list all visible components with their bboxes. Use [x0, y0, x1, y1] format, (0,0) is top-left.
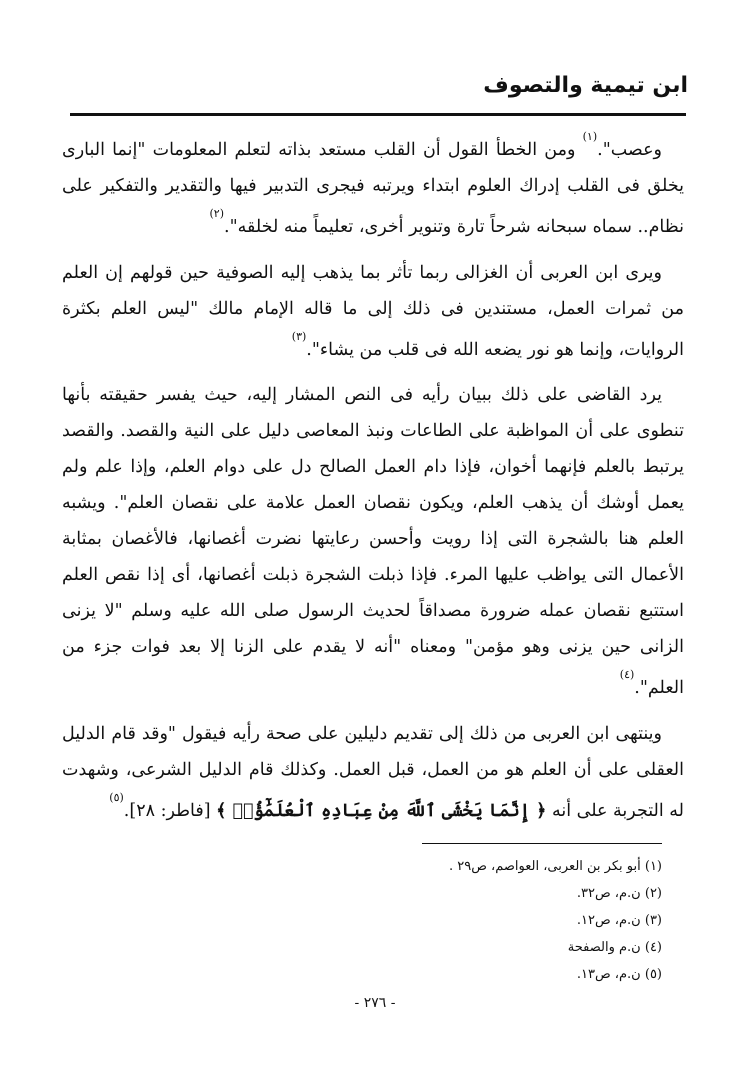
- paragraph-3-text: يرد القاضى على ذلك ببيان رأيه فى النص المشار إليه، حيث يفسر حقيقته بأنها تنطوى على أن المواظبة على الطاعات ونبذ المعاصى دليل على النية والقصد. والقصد يرتبط بالعلم فإنهما أخوان، فإذا دام العمل الصالح دل على دوام العلم، وإذا علم ولم يعمل أوشك أن يذهب العلم، ويكون نقصان العمل علامة على نقصان العلم". ويشبه العلم هنا بالشجرة التى إذا رويت وأحسن رعايتها نضرت أغصانها، فالأغصان بمثابة الأعمال التى يواظب عليها المرء. فإذا ذبلت الشجرة ذبلت أغصانها، أى إذا نقص العلم استتبع نقصان عمله ضرورة مصداقاً لحديث الرسول صلى الله عليه وسلم "لا يزنى الزانى حين يزنى وهو مؤمن" ومعناه "أنه لا يقدم على الزنا إلا بعد فوات جزء من العلم".: [62, 385, 685, 699]
- paragraph-2-text: ويرى ابن العربى أن الغزالى ربما تأثر بما يذهب إليه الصوفية حين قولهم إن العلم من ثمرات العمل، مستندين فى ذلك إلى ما قاله الإمام مالك "ليس العلم بكثرة الروايات، وإنما هو نور يضعه الله فى قلب من يشاء".: [62, 262, 684, 360]
- paragraph-4-text-a: وينتهى ابن العربى من ذلك إلى تقديم دليلين على صحة رأيه فيقول "وقد قام الدليل العقلى على أن العلم هو من العمل، قبل العمل. وكذلك قام الدليل الشرعى، وشهدت له التجربة على أنه: [62, 724, 684, 822]
- running-header-title: ابن تيمية والتصوف: [483, 73, 688, 98]
- paragraph-2: [62, 255, 684, 368]
- footnote-rule: [422, 843, 662, 844]
- paragraph-1-text-a: وعصب".: [597, 139, 662, 160]
- footnote-2: (٢) ن.م، ص٣٢.: [576, 886, 662, 901]
- footnote-ref-1: (١): [582, 130, 598, 143]
- main-text: [62, 127, 684, 829]
- paragraph-1: [62, 127, 684, 245]
- quran-verse: ﴿ إِنَّمَا يَخْشَى ٱللَّهَ مِنْ عِبَادِهِ ٱلْعُلَمَٰٓؤُا۟ ﴾: [216, 801, 547, 822]
- footnote-ref-3: (٣): [291, 329, 307, 343]
- footnote-ref-5: (٥): [109, 791, 124, 805]
- footnotes-list: [242, 853, 662, 988]
- footnote-3: (٣) ن.م، ص١٢.: [576, 913, 662, 928]
- paragraph-4-text-b: [فاطر: ٢٨].: [123, 801, 217, 822]
- paragraph-1-text-b: ومن الخطأ القول أن القلب مستعد بذاته لتعلم المعلومات "إنما البارى يخلق فى القلب إدراك العلوم ابتداء ويرتبه فيجرى التدبير فيها والتقدير والتفكير على نظام.. سماه سبحانه شرحاً تارة وتنوير أخرى، تعليماً منه لخلقه".: [62, 139, 684, 237]
- paragraph-4: [62, 716, 684, 829]
- footnote-ref-2: (٢): [209, 206, 225, 220]
- page-number: - ٢٧٦ -: [354, 995, 396, 1011]
- paragraph-3: [62, 377, 684, 706]
- footnote-ref-4: (٤): [619, 668, 635, 682]
- footnote-4: (٤) ن.م والصفحة: [567, 940, 662, 955]
- footnote-1: (١) أبو بكر بن العربى، العواصم، ص٢٩ .: [448, 859, 662, 874]
- footnote-5: (٥) ن.م، ص١٣.: [576, 967, 662, 982]
- header-rule: [70, 113, 686, 116]
